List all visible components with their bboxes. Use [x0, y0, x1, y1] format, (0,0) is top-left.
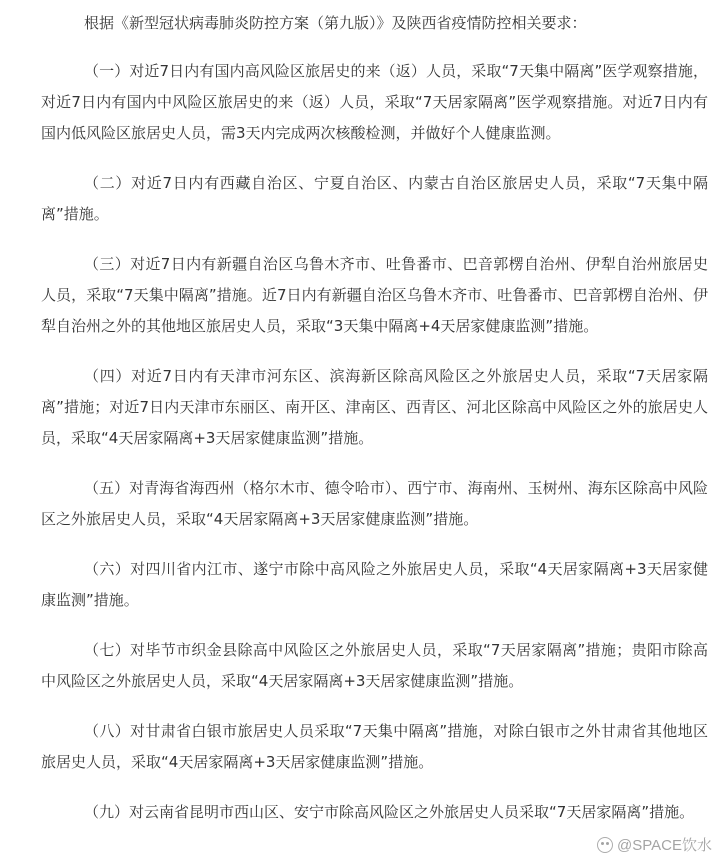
measure-paragraph-3: （三）对近7日内有新疆自治区乌鲁木齐市、吐鲁番市、巴音郭楞自治州、伊犁自治州旅居史人员，采取“7天集中隔离”措施。近7日内有新疆自治区乌鲁木齐市、吐鲁番市、巴音郭楞自治州、伊犁自治州之外的其他地区旅居史人员，采取“3天集中隔离+4天居家健康监测”措施。: [41, 255, 708, 335]
watermark-logo-icon: [597, 837, 613, 853]
measure-paragraph-1: （一）对近7日内有国内高风险区旅居史的来（返）人员，采取“7天集中隔离”医学观察措施，对近7日内有国内中风险区旅居史的来（返）人员，采取“7天居家隔离”医学观察措施。对近7日内有国内低风险区旅居史人员，需3天内完成两次核酸检测，并做好个人健康监测。: [41, 62, 708, 142]
measure-paragraph-2: （二）对近7日内有西藏自治区、宁夏自治区、内蒙古自治区旅居史人员，采取“7天集中隔离”措施。: [41, 174, 708, 223]
watermark: [597, 834, 712, 855]
measure-paragraph-7: （七）对毕节市织金县除高中风险区之外旅居史人员，采取“7天居家隔离”措施；贵阳市除高中风险区之外旅居史人员，采取“4天居家隔离+3天居家健康监测”措施。: [41, 641, 708, 690]
measure-paragraph-6: （六）对四川省内江市、遂宁市除中高风险之外旅居史人员，采取“4天居家隔离+3天居家健康监测”措施。: [41, 560, 708, 609]
watermark-text: @SPACE饮水: [617, 837, 712, 854]
measure-paragraph-5: （五）对青海省海西州（格尔木市、德令哈市）、西宁市、海南州、玉树州、海东区除高中风险区之外旅居史人员，采取“4天居家隔离+3天居家健康监测”措施。: [41, 479, 708, 528]
measure-paragraph-8: （八）对甘肃省白银市旅居史人员采取“7天集中隔离”措施，对除白银市之外甘肃省其他地区旅居史人员，采取“4天居家隔离+3天居家健康监测”措施。: [41, 722, 708, 771]
measure-paragraph-4: （四）对近7日内有天津市河东区、滨海新区除高风险区之外旅居史人员，采取“7天居家隔离”措施；对近7日内天津市东丽区、南开区、津南区、西青区、河北区除高中风险区之外的旅居史人员，采取“4天居家隔离+3天居家健康监测”措施。: [41, 367, 708, 447]
intro-paragraph: 根据《新型冠状病毒肺炎防控方案（第九版）》及陕西省疫情防控相关要求：: [84, 14, 587, 32]
measure-paragraph-9: （九）对云南省昆明市西山区、安宁市除高风险区之外旅居史人员采取“7天居家隔离”措施。: [84, 803, 695, 821]
